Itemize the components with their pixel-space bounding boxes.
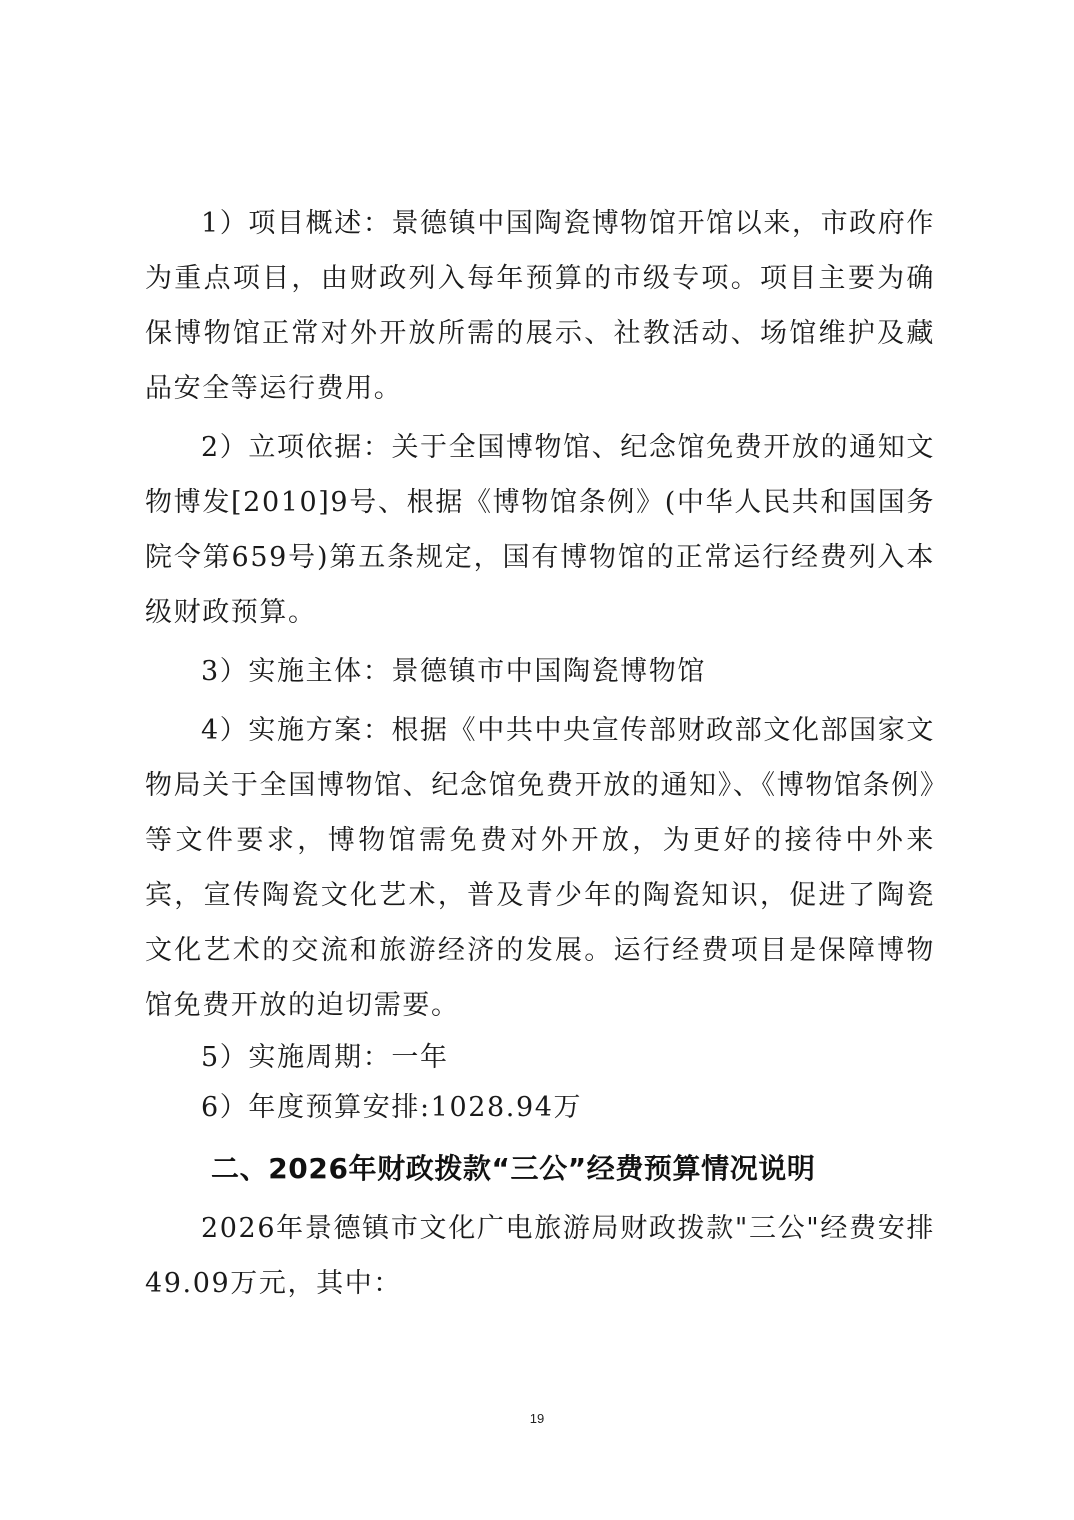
implementation-period-paragraph: 5）实施周期：一年 [201, 1042, 449, 1073]
implementing-entity-paragraph: 3）实施主体：景德镇市中国陶瓷博物馆 [201, 656, 706, 687]
section-body-paragraph: 2026年景德镇市文化广电旅游局财政拨款"三公"经费安排49.09万元，其中： [145, 1213, 935, 1299]
project-basis-paragraph: 2）立项依据：关于全国博物馆、纪念馆免费开放的通知文物博发[2010]9号、根据《博物馆条例》(中华人民共和国国务院令第659号)第五条规定，国有博物馆的正常运行经费列入本级财政预算。 [145, 432, 935, 628]
annual-budget-paragraph: 6）年度预算安排:1028.94万 [201, 1092, 583, 1123]
project-overview-paragraph: 1）项目概述：景德镇中国陶瓷博物馆开馆以来，市政府作为重点项目，由财政列入每年预算的市级专项。项目主要为确保博物馆正常对外开放所需的展示、社教活动、场馆维护及藏品安全等运行费用。 [145, 208, 935, 404]
implementation-plan-paragraph: 4）实施方案：根据《中共中央宣传部财政部文化部国家文物局关于全国博物馆、纪念馆免费开放的通知》、《博物馆条例》等文件要求，博物馆需免费对外开放，为更好的接待中外来宾，宣传陶瓷文化艺术，普及青少年的陶瓷知识，促进了陶瓷文化艺术的交流和旅游经济的发展。运行经费项目是保障博物馆免费开放的迫切需要。 [145, 715, 935, 1021]
document-body [145, 196, 935, 1311]
page-number: 19 [529, 1411, 545, 1426]
section-heading: 二、2026年财政拨款“三公”经费预算情况说明 [211, 1152, 816, 1185]
